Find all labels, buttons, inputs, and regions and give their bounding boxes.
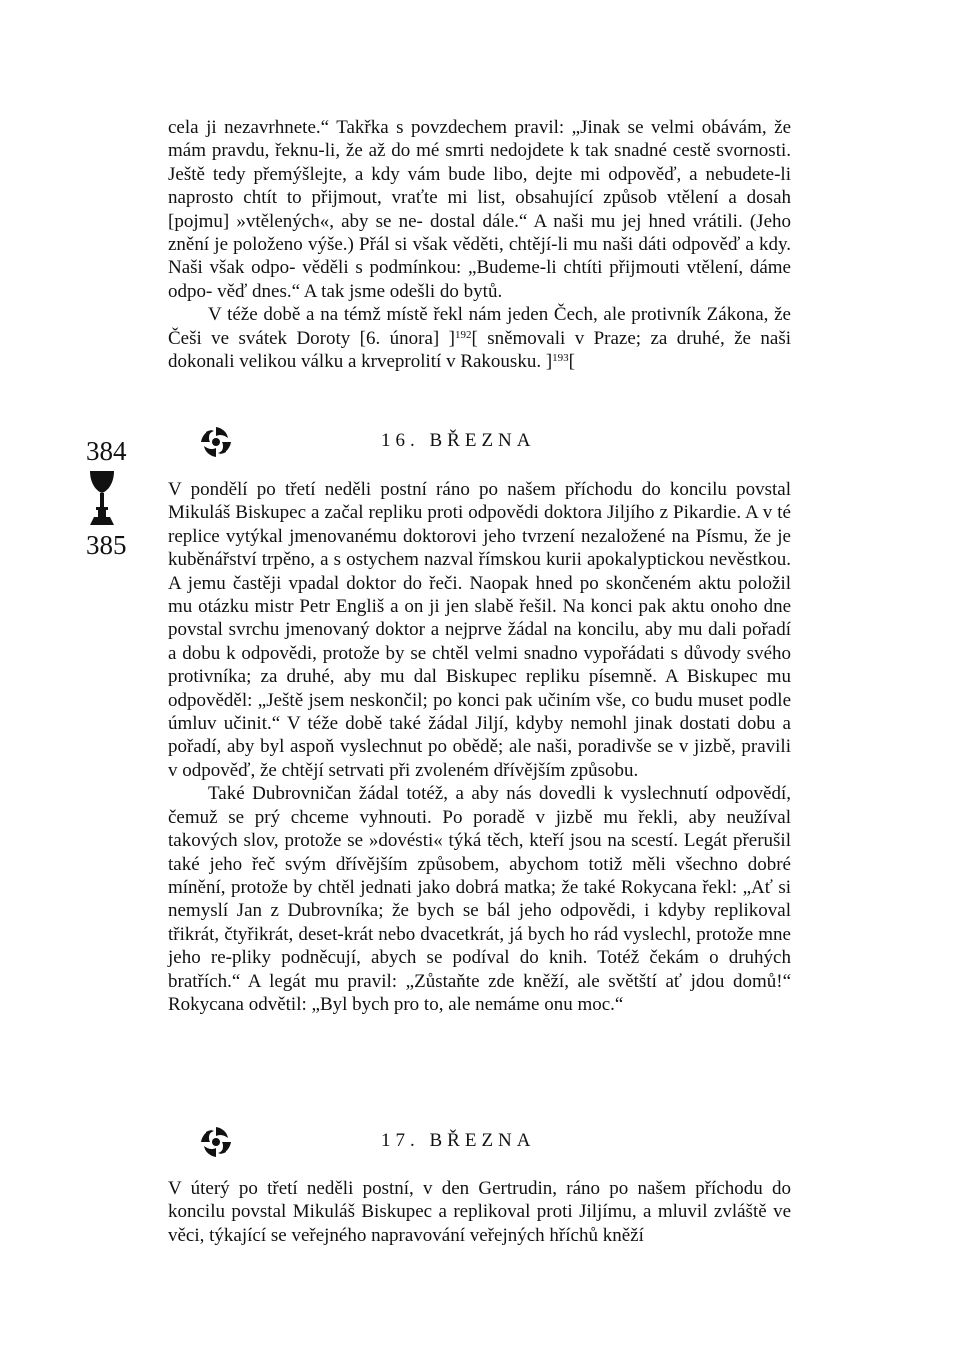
- footnote-ref-192[interactable]: 192: [454, 328, 472, 341]
- page-number-bottom: 385: [86, 530, 127, 560]
- text-line: dostal dále.“ A naši mu jej hned vrátili. (Jeho znění je položeno výše.): [168, 210, 791, 256]
- text-block-top: [168, 116, 791, 373]
- section-heading-17-march: [168, 1124, 791, 1160]
- text-line: cela ji nezavrhnete.“ Takřka s povzdechem pravil: „Jinak se velmi: [168, 117, 702, 138]
- text-line: dejte mi odpověď, a nebudete-li naprosto chtít to přijmout, vraťte mi: [168, 163, 791, 209]
- text-block-bottom: [168, 1177, 791, 1247]
- page-number-top: 384: [86, 436, 127, 466]
- footnote-ref-193[interactable]: 193: [552, 352, 569, 365]
- paragraph-top-1: [168, 116, 791, 303]
- text-line: Přál si však věděti, chtějí-li mu naši dáti odpověď a kdy. Naši však odpo-: [168, 234, 791, 279]
- paragraph-last: V úterý po třetí neděli postní, v den Gertrudin, ráno po našem příchodu do koncilu povstal Mikuláš Biskupec a replikoval proti Jiljímu, a mluvil zvláště ve věci, týkající se veřejného napravování veřejných hříchů kněží: [168, 1178, 791, 1246]
- text-line: obávám, že mám pravdu, řeknu-li, že až do mé smrti nedojdete k tak: [168, 117, 791, 162]
- text-block-middle: [168, 478, 791, 1016]
- paragraph-main-1: V pondělí po třetí neděli postní ráno po našem příchodu do koncilu povstal Mikuláš Biskupec a začal repliku proti odpovědi doktora Jiljího z Pikardie. A v té replice vytýkal jmenovanému doktorovi jeho tvrzení nezaložené na Písmu, že je kuběnářství trpěno, a s ostychem nazval římskou kurii apokalyptickou nevěstkou. A jemu častěji vpadal doktor do řeči. Naopak hned po skončeném aktu položil mu otázku mistr Petr Engliš a on ji jen slabě řešil. Na konci pak aktu onoho dne povstal svrchu jmenovaný doktor a nejprve žádal na koncilu, aby mu dali pořadí a dobu k odpovědi, protože by se chtěl velmi snadno vypořádati s důvody svého protivníka; za druhé, aby mu dal Biskupec repliku písemně. A Biskupec mu odpověděl: „Ještě jsem neskončil; po konci pak učiním vše, co budu muset podle úmluv učinit.“ V téže době také žádal Jiljí, kdyby nemohl jinak dostati dobu a pořadí, aby byl aspoň vyslechnut po obědě; ale naši, poradivše se v jizbě, pravili v odpověď, že chtějí setrvati při zvoleném dřívějším způsobu.: [168, 479, 791, 781]
- heading-date: 16. BŘEZNA: [381, 430, 536, 451]
- flower-ornament-icon: [198, 1124, 234, 1160]
- section-heading-16-march: [168, 424, 791, 460]
- text-line: list, obsahující způsob vtělení a dosah [pojmu] »vtělených«, aby se ne-: [168, 187, 791, 232]
- heading-date: 17. BŘEZNA: [381, 1130, 536, 1151]
- paragraph-top-2: V téže době a na témž místě řekl nám jeden Čech, ale protivník Zákona, že Češi ve svátek Doroty [6. února] ]$^{192}$[ sněmovali v Praze; za druhé, že naši dokonali velikou válku a krveprolití v Rakousku. ]$^{193}$[: [168, 304, 791, 373]
- text-line: snadné cestě svornosti. Ještě tedy přemýšlejte, a kdy vám bude libo,: [168, 140, 792, 185]
- flower-ornament-icon: [198, 424, 234, 460]
- text-line: věděli s podmínkou: „Budeme-li chtíti přijmouti vtělení, dáme odpo-: [168, 257, 791, 302]
- page-number-marker: [86, 436, 150, 560]
- chalice-icon: [86, 469, 118, 527]
- paragraph-main-2: Také Dubrovničan žádal totéž, a aby nás dovedli k vyslechnutí odpovědí, čemuž se prý chceme vyhnouti. Po poradě v jizbě mu řekli, aby neužíval takových slov, protože se »dovésti« týká těch, kteří jsou na scestí. Legát přerušil také jeho řeč svým dřívějším způsobem, abychom totiž měli všechno dobré mínění, protože by chtěl jednati jako dobrá matka; že také Rokycana řekl: „Ať si nemyslí Jan z Dubrovníka; že bych se bál jeho odpovědi, i kdyby replikoval třikrát, čtyřikrát, deset-krát nebo dvacetkrát, já bych ho rád vyslechl, protože mne jeho re-pliky podněcují, abych se podíval do knih. Totéž čekám o druhých bratřích.“ A legát mu pravil: „Zůstaňte zde kněží, ale světští ať jdou domů!“ Rokycana odvětil: „Byl bych pro to, ale nemáme onu moc.“: [168, 783, 791, 1015]
- text-line: věď dnes.“ A tak jsme odešli do bytů.: [217, 280, 503, 302]
